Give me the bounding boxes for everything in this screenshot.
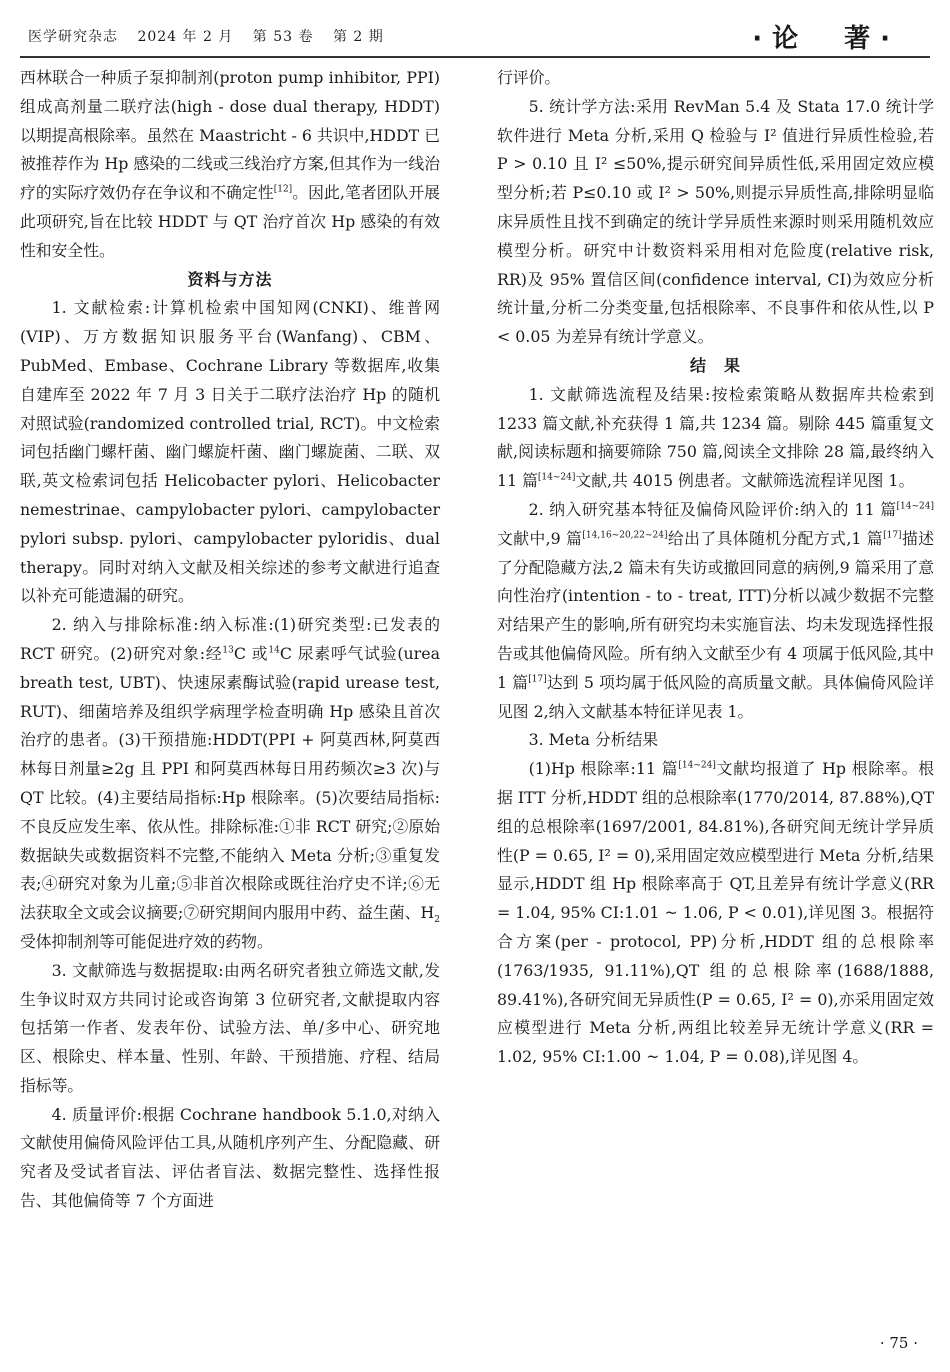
paragraph-literature-search: 1. 文献检索:计算机检索中国知网(CNKI)、维普网(VIP)、万方数据知识服务平台(Wanfang)、CBM、PubMed、Embase、Cochrane Library 等数据库,收集自建库至 2022 年 7 月 3 日关于二联疗法治疗 Hp 的随机对照试验(randomized controlled trial, RCT)。中文检索词包括幽门螺杆菌、幽门螺旋杆菌、幽门螺旋菌、二联、双联,英文检索词包括 Helicobacter pylori、Helicobacter nemestrinae、campylobacter pylori、campylobacter pylori subsp. pylori、campylobacter pyloridis、dual therapy。同时对纳入文献及相关综述的参考文献进行追查以补充可能遗漏的研究。 bbox=[20, 298, 440, 606]
section-label: ·论 著· bbox=[752, 24, 900, 54]
subheading-meta-analysis: 3. Meta 分析结果 bbox=[528, 730, 659, 750]
left-column bbox=[20, 64, 440, 1216]
running-header bbox=[20, 18, 930, 52]
volume: 第 53 卷 bbox=[252, 29, 314, 45]
issue: 第 2 期 bbox=[332, 29, 384, 45]
intro-paragraph: 西林联合一种质子泵抑制剂(proton pump inhibitor, PPI)组成高剂量二联疗法(high - dose dual therapy, HDDT)以期提高根除率。虽然在 Maastricht - 6 共识中,HDDT 已被推荐作为 Hp 感染的二线或三线治疗方案,但其作为一线治疗的实际疗效仍存在争议和不确定性[12]。因此,笔者团队开展此项研究,旨在比较 HDDT 与 QT 治疗首次 Hp 感染的有效性和安全性。 bbox=[20, 68, 440, 260]
header-divider bbox=[20, 56, 930, 58]
paragraph-criteria: 2. 纳入与排除标准:纳入标准:(1)研究类型:已发表的 RCT 研究。(2)研究对象:经$^{13}$C 或$^{14}$C 尿素呼气试验(urea breath test, UBT)、快速尿素酶试验(rapid urease test, RUT)、细菌培养及组织学病理学检查明确 Hp 感染且首次治疗的患者。(3)干预措施:HDDT(PPI + 阿莫西林,阿莫西林每日剂量≥2g 且 PPI 和阿莫西林每日用药频次≥3 次)与 QT 比较。(4)主要结局指标:Hp 根除率。(5)次要结局指标:不良反应发生率、依从性。排除标准:①非 RCT 研究;②原始数据缺失或数据资料不完整,不能纳入 Meta 分析;③重复发表;④研究对象为儿童;⑤非首次根除或既往治疗史不详;⑥无法获取全文或会议摘要;⑦研究期间内服用中药、益生菌、$H_2$ 受体抑制剂等可能促进疗效的药物。 bbox=[20, 615, 440, 951]
paragraph-statistics: 5. 统计学方法:采用 RevMan 5.4 及 Stata 17.0 统计学软件进行 Meta 分析,采用 Q 检验与 I² 值进行异质性检验,若 P > 0.10 且 I² ≤50%,提示研究间异质性低,采用固定效应模型分析;若 P≤0.10 或 I² > 50%,则提示异质性高,排除明显临床异质性且找不到确定的统计学异质性来源时则采用随机效应模型分析。研究中计数资料采用相对危险度(relative risk, RR)及 95% 置信区间(confidence interval, CI)为效应分析统计量,分析二分类变量,包括根除率、不良事件和依从性,以 P < 0.05 为差异有统计学意义。 bbox=[497, 96, 934, 347]
page-number: · 75 · bbox=[879, 1334, 918, 1352]
paragraph-continued: 行评价。 bbox=[497, 68, 561, 87]
journal-name: 医学研究杂志 bbox=[28, 29, 118, 45]
issue-date: 2024 年 2 月 bbox=[137, 29, 234, 45]
right-column bbox=[497, 64, 934, 1072]
paragraph-eradication: (1)Hp 根除率:11 篇[14~24]文献均报道了 Hp 根除率。根据 ITT 分析,HDDT 组的总根除率(1770/2014, 87.88%),QT 组的总根除率(1697/2001, 84.81%),各研究间无统计学异质性(P = 0.65, I² = 0),采用固定效应模型进行 Meta 分析,结果显示,HDDT 组 Hp 根除率高于 QT,且差异有统计学意义(RR = 1.04, 95% CI:1.01 ~ 1.06, P < 0.01),详见图 3。根据符合方案(per - protocol, PP)分析,HDDT 组的总根除率(1763/1935, 91.11%),QT 组的总根除率(1688/1888, 89.41%),各研究间无异质性(P = 0.65, I² = 0),亦采用固定效应模型进行 Meta 分析,两组比较差异无统计学意义(RR = 1.02, 95% CI:1.00 ~ 1.04, P = 0.08),详见图 4。 bbox=[497, 759, 935, 1067]
paragraph-quality: 4. 质量评价:根据 Cochrane handbook 5.1.0,对纳入文献使用偏倚风险评估工具,从随机序列产生、分配隐藏、研究者及受试者盲法、评估者盲法、数据完整性、选择性报告、其他偏倚等 7 个方面进 bbox=[20, 1104, 440, 1211]
paragraph-data-extraction: 3. 文献筛选与数据提取:由两名研究者独立筛选文献,发生争议时双方共同讨论或咨询第 3 位研究者,文献提取内容包括第一作者、发表年份、试验方法、单/多中心、研究地区、根除史、样本量、性别、年龄、干预措施、疗程、结局指标等。 bbox=[20, 960, 440, 1095]
section-heading-methods: 资料与方法 bbox=[187, 269, 273, 289]
journal-info bbox=[28, 26, 398, 46]
paragraph-characteristics: 2. 纳入研究基本特征及偏倚风险评价:纳入的 11 篇[14~24]文献中,9 篇[14,16~20,22~24]给出了具体随机分配方式,1 篇[17]描述了分配隐藏方法,2 篇未有失访或撤回同意的病例,9 篇采用了意向性治疗(intention - to - treat, ITT)分析以减少数据不完整对结果产生的影响,所有研究均未实施盲法、均未发现选择性报告或其他偏倚风险。所有纳入文献至少有 4 项属于低风险,其中 1 篇[17]达到 5 项均属于低风险的高质量文献。具体偏倚风险详见图 2,纳入文献基本特征详见表 1。 bbox=[497, 499, 935, 721]
paragraph-screening: 1. 文献筛选流程及结果:按检索策略从数据库共检索到 1233 篇文献,补充获得 1 篇,共 1234 篇。剔除 445 篇重复文献,阅读标题和摘要筛除 750 篇,阅读全文排除 28 篇,最终纳入 11 篇[14~24]文献,共 4015 例患者。文献筛选流程详见图 1。 bbox=[497, 384, 934, 491]
section-heading-results: 结 果 bbox=[689, 355, 741, 375]
